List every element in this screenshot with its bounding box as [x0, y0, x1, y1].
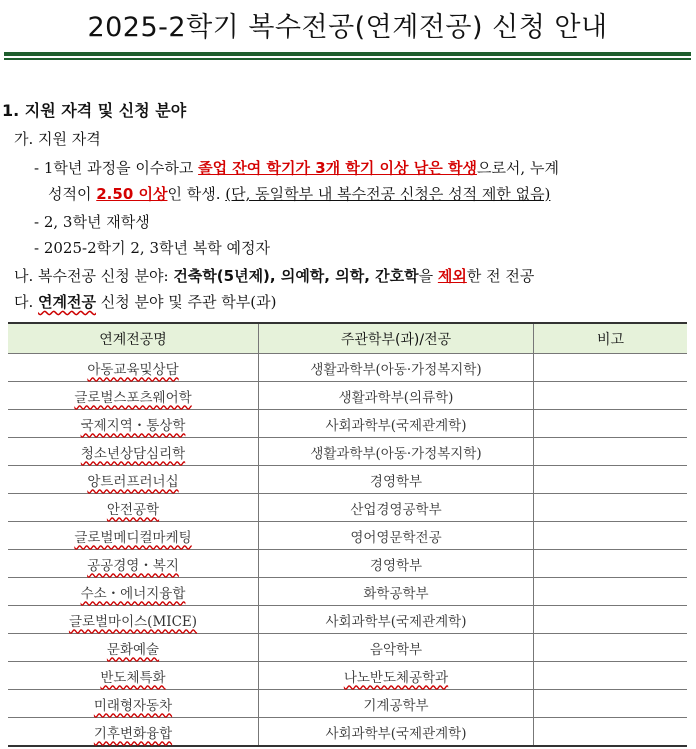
table-row: [8, 438, 687, 466]
remarks-cell: [534, 690, 688, 718]
remarks-cell: [534, 550, 688, 578]
major-cell: 국제지역・통상학: [8, 410, 259, 438]
field-text: 나. 복수전공 신청 분야:: [14, 267, 174, 285]
department-cell: 산업경영공학부: [259, 494, 534, 522]
department-cell: 경영학부: [259, 550, 534, 578]
field-text-end: 한 전 전공: [466, 267, 535, 285]
remarks-cell: [534, 410, 688, 438]
table-row: [8, 578, 687, 606]
table-row: [8, 690, 687, 718]
department-cell: 사회과학부(국제관계학): [259, 718, 534, 747]
remarks-cell: [534, 438, 688, 466]
table-row: [8, 382, 687, 410]
remarks-cell: [534, 662, 688, 690]
excluded-majors: 건축학(5년제), 의예학, 의학, 간호학: [173, 267, 419, 285]
gpa-highlight: 2.50 이상: [96, 185, 168, 203]
department-cell: 기계공학부: [259, 690, 534, 718]
department-cell: 영어영문학전공: [259, 522, 534, 550]
table-header-row: [8, 323, 687, 354]
linked-major-term: 연계전공: [38, 293, 96, 311]
department-cell: 화학공학부: [259, 578, 534, 606]
table-row: [8, 522, 687, 550]
linked-text: 신청 분야 및 주관 학부(과): [96, 293, 277, 311]
q1-text: - 1학년 과정을 이수하고: [34, 159, 199, 177]
q1-text-end: 으로서, 누계: [476, 159, 559, 177]
major-cell: 글로벌마이스(MICE): [8, 606, 259, 634]
remarks-cell: [534, 466, 688, 494]
major-cell: 공공경영・복지: [8, 550, 259, 578]
section-heading: 1. 지원 자격 및 신청 분야: [2, 101, 187, 120]
department-cell: 경영학부: [259, 466, 534, 494]
q1b-text-end: 인 학생.: [167, 185, 226, 203]
qualification-item-1-cont: [48, 183, 550, 204]
major-cell: 글로벌스포츠웨어학: [8, 382, 259, 410]
major-cell: 문화예술: [8, 634, 259, 662]
major-cell: 안전공학: [8, 494, 259, 522]
major-cell: 기후변화융합: [8, 718, 259, 747]
qualification-item-3: - 2025-2학기 2, 3학년 복학 예정자: [34, 239, 270, 257]
linked-major-line: [14, 291, 276, 312]
qualification-item-2: - 2, 3학년 재학생: [34, 213, 150, 231]
department-cell: 사회과학부(국제관계학): [259, 410, 534, 438]
table-row: [8, 550, 687, 578]
major-cell: 앙트러프러너십: [8, 466, 259, 494]
department-cell: 생활과학부(아동·가정복지학): [259, 438, 534, 466]
header-department: 주관학부(과)/전공: [259, 323, 534, 354]
major-cell: 수소・에너지융합: [8, 578, 259, 606]
table-row: [8, 606, 687, 634]
table-row: [8, 494, 687, 522]
remarks-cell: [534, 634, 688, 662]
title-bar: [4, 6, 691, 56]
department-cell: 생활과학부(아동·가정복지학): [259, 354, 534, 382]
field-line: [14, 265, 534, 286]
table-row: [8, 354, 687, 382]
table-row: [8, 466, 687, 494]
field-mid: 을: [418, 267, 438, 285]
linked-major-table: [8, 322, 687, 747]
department-cell: 사회과학부(국제관계학): [259, 606, 534, 634]
department-cell: 생활과학부(의류학): [259, 382, 534, 410]
table-row: [8, 634, 687, 662]
header-remarks: 비고: [534, 323, 688, 354]
remarks-cell: [534, 382, 688, 410]
major-cell: 청소년상담심리학: [8, 438, 259, 466]
major-cell: 아동교육및상담: [8, 354, 259, 382]
remarks-cell: [534, 354, 688, 382]
remarks-cell: [534, 522, 688, 550]
table-row: [8, 718, 687, 747]
q1b-text: 성적이: [48, 185, 97, 203]
table-row: [8, 410, 687, 438]
major-cell: 글로벌메디컬마케팅: [8, 522, 259, 550]
remarks-cell: [534, 718, 688, 747]
page-title: 2025-2학기 복수전공(연계전공) 신청 안내: [87, 12, 608, 43]
qualification-item-1: [34, 157, 559, 178]
linked-prefix: 다.: [14, 293, 39, 311]
major-cell: 반도체특화: [8, 662, 259, 690]
exclude-highlight: 제외: [437, 267, 467, 285]
remarks-cell: [534, 606, 688, 634]
department-cell: 나노반도체공학과: [259, 662, 534, 690]
department-cell: 음악학부: [259, 634, 534, 662]
q1-highlight: 졸업 잔여 학기가 3개 학기 이상 남은 학생: [198, 159, 477, 177]
header-major: 연계전공명: [8, 323, 259, 354]
remarks-cell: [534, 494, 688, 522]
gpa-note: (단, 동일학부 내 복수전공 신청은 성적 제한 없음): [225, 185, 551, 203]
table-row: [8, 662, 687, 690]
major-cell: 미래형자동차: [8, 690, 259, 718]
qualification-label: 가. 지원 자격: [14, 130, 101, 148]
remarks-cell: [534, 578, 688, 606]
